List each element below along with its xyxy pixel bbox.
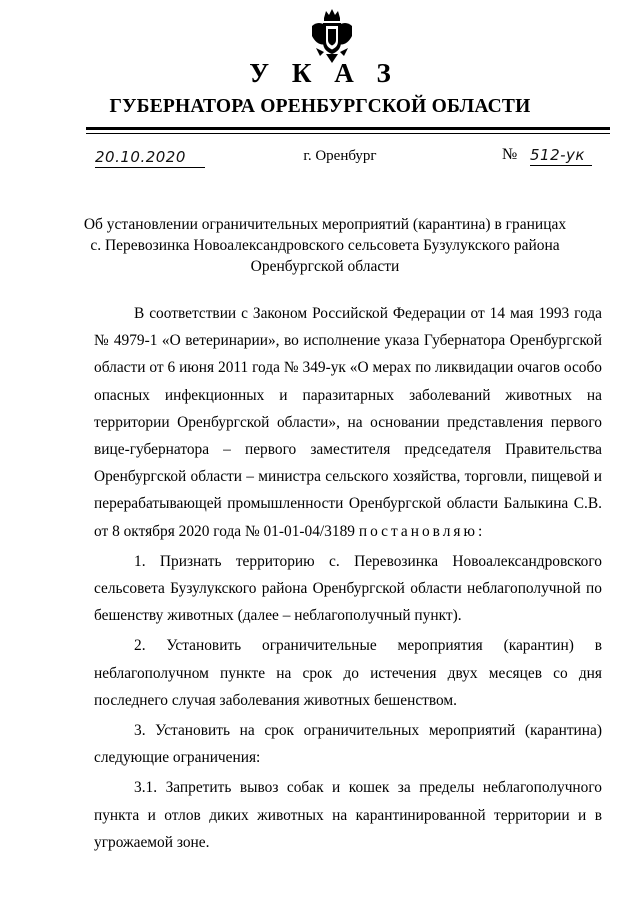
preamble-text: В соответствии с Законом Российской Федерации от 14 мая 1993 года № 4979-1 «О ветеринарии», во исполнение указа Губернатора Оренбургской области от 6 июня 2011 года № 349-ук «О мерах по ликвидации очагов особо опасных инфекционных и паразитарных заболеваний животных на территории Оренбургской области», на основании представления первого вице-губернатора – первого заместителя председателя Правительства Оренбургской области – министра сельского хозяйства, торговли, пищевой и перерабатывающей промышленности Оренбургской области Балыкина С.В. от 8 октября 2020 года № 01-01-04/3189: [94, 305, 602, 540]
decree-heading-line: с. Перевозинка Новоалександровского сельсовета Бузулукского района: [90, 237, 560, 254]
decree-heading: [80, 214, 570, 277]
preamble-paragraph: [94, 300, 602, 545]
decree-heading-line: Оренбургской области: [250, 258, 400, 275]
item-2: 2. Установить ограничительные мероприятия (карантин) в неблагополучном пункте на срок до истечения двух месяцев со дня последнего случая заболевания животных бешенством.: [94, 637, 602, 709]
decree-heading-line: Об установлении ограничительных мероприятий (карантина) в границах: [83, 216, 567, 233]
header-rule-thick: [86, 127, 610, 130]
decree-number-label: №: [502, 146, 518, 163]
item-3-1: 3.1. Запретить вывоз собак и кошек за пределы неблагополучного пункта и отлов диких животных на карантинированной территории и в угрожаемой зоне.: [94, 779, 602, 851]
decree-word: постановляю:: [358, 522, 486, 540]
item-3: 3. Установить на срок ограничительных мероприятий (карантина) следующие ограничения:: [94, 722, 602, 767]
header-rule-thin: [86, 133, 610, 134]
document-type-title: У К А З: [249, 58, 399, 88]
decree-number: 512-ук: [530, 146, 592, 166]
coat-of-arms-icon: [310, 8, 354, 64]
decree-body: [94, 300, 602, 856]
issuer-title: ГУБЕРНАТОРА ОРЕНБУРГСКОЙ ОБЛАСТИ: [109, 96, 531, 117]
decree-city: г. Оренбург: [303, 148, 377, 164]
item-1: 1. Признать территорию с. Перевозинка Новоалександровского сельсовета Бузулукского района Оренбургской области неблагополучной по бешенству животных (далее – неблагополучный пункт).: [94, 552, 602, 625]
decree-date: 20.10.2020: [95, 148, 205, 168]
